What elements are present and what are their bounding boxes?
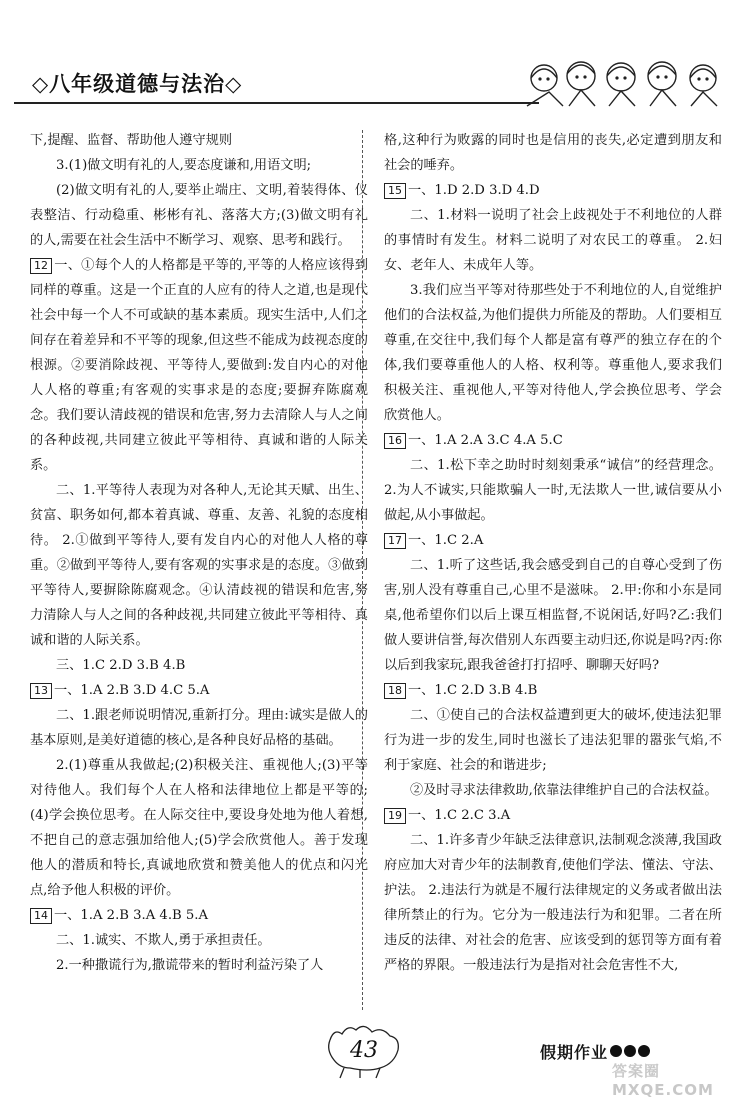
answer-paragraph bbox=[384, 453, 722, 528]
question-number-box: 15 bbox=[384, 183, 406, 199]
answer-paragraph bbox=[30, 153, 368, 178]
answer-paragraph bbox=[384, 278, 722, 428]
dot-icon bbox=[610, 1045, 622, 1057]
watermark: 答案圈 MXQE.COM bbox=[612, 1062, 714, 1099]
answer-paragraph bbox=[30, 953, 368, 978]
answer-paragraph bbox=[384, 703, 722, 778]
header-rule bbox=[14, 102, 539, 104]
answer-paragraph bbox=[384, 803, 722, 828]
dot-icon bbox=[624, 1045, 636, 1057]
question-number-box: 16 bbox=[384, 433, 406, 449]
answer-paragraph bbox=[384, 828, 722, 978]
answer-text: 二、①使自己的合法权益遭到更大的破坏,使违法犯罪行为进一步的发生,同时也滋长了违法犯罪的嚣张气焰,不利于家庭、社会的和谐进步; bbox=[384, 708, 722, 773]
page-number: 43 bbox=[350, 1038, 378, 1063]
answer-text: 3.(1)做文明有礼的人,要态度谦和,用语文明; bbox=[56, 158, 312, 173]
page-number-badge bbox=[320, 1020, 410, 1080]
answer-paragraph bbox=[30, 903, 368, 928]
answer-text: 一、1.C 2.A bbox=[408, 533, 484, 548]
footer-label: 假期作业 bbox=[540, 1043, 609, 1062]
question-number-box: 12 bbox=[30, 258, 52, 274]
answer-text: 一、1.A 2.A 3.C 4.A 5.C bbox=[408, 433, 563, 448]
answer-paragraph bbox=[384, 553, 722, 678]
question-number-box: 18 bbox=[384, 683, 406, 699]
answer-text: 二、1.平等待人表现为对各种人,无论其天赋、出生、贫富、职务如何,都本着真诚、尊重、友善、礼貌的态度相待。 2.①做到平等待人,要有发自内心的对他人人格的尊重。②做到平等待人,要有客观的实事求是的态度。③做到平等待人,要摒除陈腐观念。④认清歧视的错误和危害,努力清除人与人之间的各种歧视,共同建立彼此平等相待、真诚和谐的人际关系。 bbox=[30, 483, 368, 648]
answer-paragraph bbox=[30, 128, 368, 153]
answer-text: (2)做文明有礼的人,要举止端庄、文明,着装得体、仪表整洁、行动稳重、彬彬有礼、落落大方;(3)做文明有礼的人,需要在社会生活中不断学习、观察、思考和践行。 bbox=[30, 183, 368, 248]
answer-paragraph bbox=[30, 653, 368, 678]
answer-paragraph bbox=[30, 178, 368, 253]
dot-icon bbox=[638, 1045, 650, 1057]
answer-paragraph bbox=[30, 928, 368, 953]
answer-text: 三、1.C 2.D 3.B 4.B bbox=[56, 658, 186, 673]
answer-text: 2.(1)尊重从我做起;(2)积极关注、重视他人;(3)平等对待他人。我们每个人在人格和法律地位上都是平等的;(4)学会换位思考。在人际交往中,要设身处地为他人着想,不把自己的意志强加给他人;(5)学会欣赏他人。善于发现他人的潜质和特长,真诚地欣赏和赞美他人的优点和闪光点,给予他人积极的评价。 bbox=[30, 758, 368, 898]
answer-text: 二、1.松下幸之助时时刻刻秉承“诚信”的经营理念。 2.为人不诚实,只能欺骗人一时,无法欺人一世,诚信要从小做起,从小事做起。 bbox=[384, 458, 722, 523]
answer-paragraph bbox=[384, 428, 722, 453]
answer-text: 二、1.材料一说明了社会上歧视处于不利地位的人群的事情时有发生。材料二说明了对农民工的尊重。 2.妇女、老年人、未成年人等。 bbox=[384, 208, 722, 273]
answer-paragraph bbox=[384, 203, 722, 278]
answer-paragraph bbox=[384, 678, 722, 703]
answer-text: 一、1.C 2.D 3.B 4.B bbox=[408, 683, 538, 698]
page-header bbox=[14, 58, 736, 108]
book-title: ◇八年级道德与法治◇ bbox=[32, 72, 243, 96]
answer-text: 下,提醒、监督、帮助他人遵守规则 bbox=[30, 133, 233, 148]
answer-paragraph bbox=[30, 253, 368, 478]
answer-paragraph bbox=[30, 753, 368, 903]
column-divider bbox=[362, 130, 363, 1010]
cartoon-children-illustration bbox=[519, 58, 734, 108]
answer-text: 2.一种撒谎行为,撒谎带来的暂时利益污染了人 bbox=[56, 958, 324, 973]
answer-paragraph bbox=[30, 478, 368, 653]
answer-text: 二、1.诚实、不欺人,勇于承担责任。 bbox=[56, 933, 271, 948]
answer-text: 二、1.许多青少年缺乏法律意识,法制观念淡薄,我国政府应加大对青少年的法制教育,使他们学法、懂法、守法、护法。 2.违法行为就是不履行法律规定的义务或者做出法律所禁止的行为。它分为一般违法行为和犯罪。二者在所违反的法律、对社会的危害、应该受到的惩罚等方面有着严格的界限。一般违法行为是指对社会危害性不大, bbox=[384, 833, 722, 973]
answer-text: 一、1.A 2.B 3.D 4.C 5.A bbox=[54, 683, 210, 698]
answer-text: ②及时寻求法律救助,依靠法律维护自己的合法权益。 bbox=[410, 783, 718, 798]
question-number-box: 17 bbox=[384, 533, 406, 549]
answer-paragraph bbox=[384, 128, 722, 178]
question-number-box: 19 bbox=[384, 808, 406, 824]
answer-paragraph bbox=[30, 678, 368, 703]
answer-paragraph bbox=[30, 703, 368, 753]
right-column bbox=[384, 128, 722, 978]
answer-text: 3.我们应当平等对待那些处于不利地位的人,自觉维护他们的合法权益,为他们提供力所能及的帮助。人们要相互尊重,在交往中,我们每个人都是富有尊严的独立存在的个体,我们要尊重他人的人格、权利等。尊重他人,要求我们积极关注、重视他人,平等对待他人,学会换位思考、学会欣赏他人。 bbox=[384, 283, 722, 423]
answer-paragraph bbox=[384, 528, 722, 553]
footer-dots bbox=[610, 1042, 652, 1061]
answer-text: 一、1.A 2.B 3.A 4.B 5.A bbox=[54, 908, 209, 923]
answer-text: 格,这种行为败露的同时也是信用的丧失,必定遭到朋友和社会的唾弃。 bbox=[384, 133, 722, 173]
answer-text: 一、1.C 2.C 3.A bbox=[408, 808, 511, 823]
answer-text: 一、1.D 2.D 3.D 4.D bbox=[408, 183, 540, 198]
answer-text: 一、①每个人的人格都是平等的,平等的人格应该得到同样的尊重。这是一个正直的人应有的待人之道,也是现代社会中每一个人不可或缺的基本素质。现实生活中,人们之间存在着差异和不平等的现象,但这些不能成为歧视态度的根源。②要消除歧视、平等待人,要做到:发自内心的对他人人格的尊重;有客观的实事求是的态度;要摒弃陈腐观念。我们要认清歧视的错误和危害,努力去清除人与人之间的各种歧视,共同建立彼此平等相待、真诚和谐的人际关系。 bbox=[30, 258, 368, 473]
answer-paragraph bbox=[384, 778, 722, 803]
answer-text: 二、1.跟老师说明情况,重新打分。理由:诚实是做人的基本原则,是美好道德的核心,是各种良好品格的基础。 bbox=[30, 708, 368, 748]
question-number-box: 14 bbox=[30, 908, 52, 924]
left-column bbox=[30, 128, 368, 978]
answer-paragraph bbox=[384, 178, 722, 203]
answer-text: 二、1.听了这些话,我会感受到自己的自尊心受到了伤害,别人没有尊重自己,心里不是滋味。 2.甲:你和小东是同桌,他希望你们以后上课互相监督,不说闲话,好吗?乙:我们做人要讲信誉,每次借别人东西要主动归还,你说是吗?丙:你以后到我家玩,跟我爸爸打打招呼、聊聊天好吗? bbox=[384, 558, 722, 673]
question-number-box: 13 bbox=[30, 683, 52, 699]
